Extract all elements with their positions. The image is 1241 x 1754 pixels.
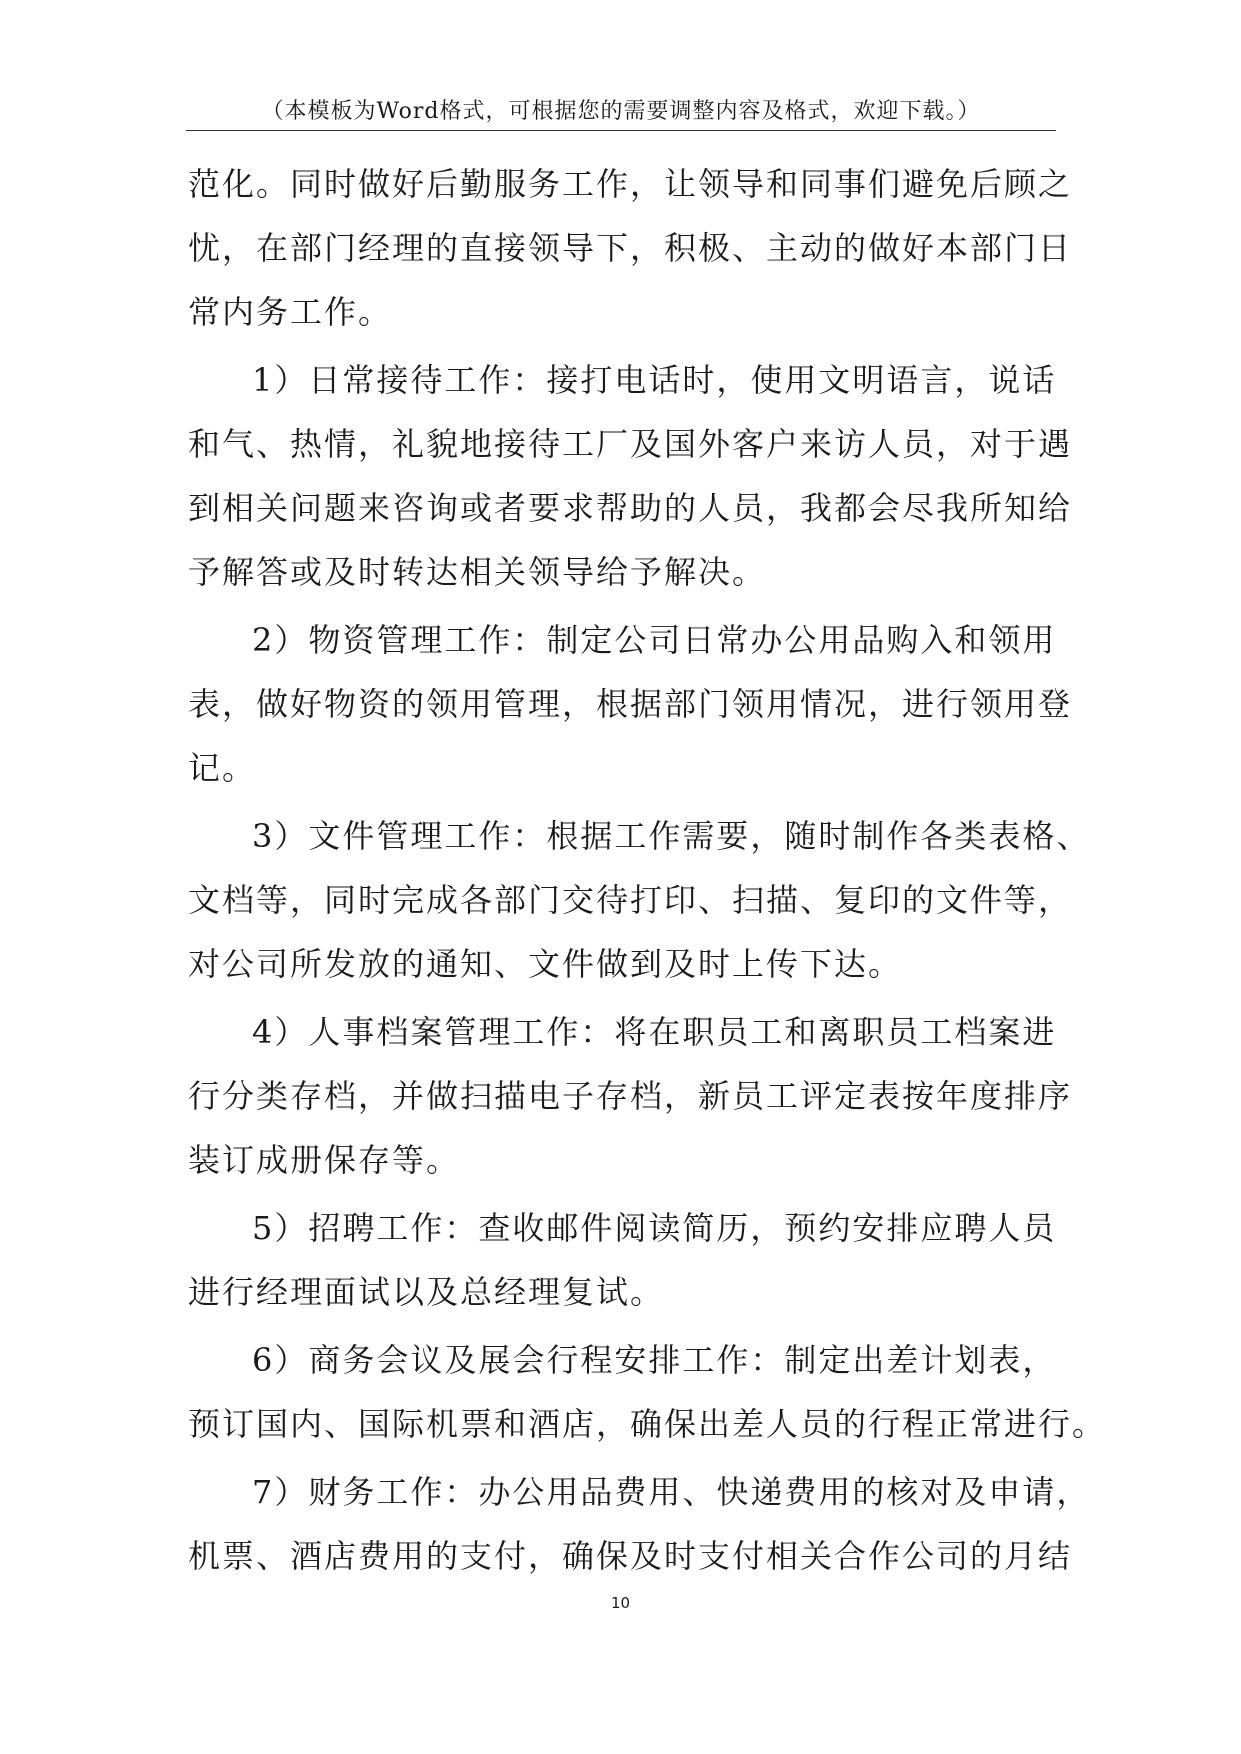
text-line: 4）人事档案管理工作：将在职员工和离职员工档案进 <box>252 1013 1057 1051</box>
text-line: 行分类存档，并做扫描电子存档，新员工评定表按年度排序 <box>188 1077 1073 1115</box>
paragraph <box>188 152 1073 344</box>
text-line: 常内务工作。 <box>188 293 393 331</box>
text-line: 范化。同时做好后勤服务工作，让领导和同事们避免后顾之 <box>188 165 1073 203</box>
text-line: 进行经理面试以及总经理复试。 <box>188 1273 665 1311</box>
text-line: 5）招聘工作：查收邮件阅读简历，预约安排应聘人员 <box>252 1209 1057 1247</box>
text-line: 预订国内、国际机票和酒店，确保出差人员的行程正常进行。 <box>188 1405 1107 1443</box>
paragraph <box>188 348 1073 604</box>
paragraph <box>188 804 1091 996</box>
text-line: 文档等，同时完成各部门交待打印、扫描、复印的文件等， <box>188 881 1073 919</box>
text-line: 到相关问题来咨询或者要求帮助的人员，我都会尽我所知给 <box>188 489 1073 527</box>
text-line: 表，做好物资的领用管理，根据部门领用情况，进行领用登 <box>188 685 1073 723</box>
text-line: 3）文件管理工作：根据工作需要，随时制作各类表格、 <box>252 817 1091 855</box>
text-line: 装订成册保存等。 <box>188 1141 461 1179</box>
text-line: 记。 <box>188 749 257 787</box>
text-line: 机票、酒店费用的支付，确保及时支付相关合作公司的月结 <box>188 1537 1073 1575</box>
text-line: 对公司所发放的通知、文件做到及时上传下达。 <box>188 945 903 983</box>
paragraph <box>188 1000 1073 1192</box>
text-line: 忧，在部门经理的直接领导下，积极、主动的做好本部门日 <box>188 229 1073 267</box>
text-line: 和气、热情，礼貌地接待工厂及国外客户来访人员，对于遇 <box>188 425 1073 463</box>
paragraph <box>188 608 1073 800</box>
paragraph <box>188 1196 1068 1324</box>
page-number: 10 <box>610 1594 631 1612</box>
template-note-header: （本模板为Word格式，可根据您的需要调整内容及格式，欢迎下载。） <box>261 99 981 124</box>
paragraph <box>188 1328 1107 1456</box>
text-line: 6）商务会议及展会行程安排工作：制定出差计划表， <box>252 1341 1057 1379</box>
header-divider <box>186 130 1056 131</box>
text-line: 2）物资管理工作：制定公司日常办公用品购入和领用 <box>252 621 1057 659</box>
text-line: 7）财务工作：办公用品费用、快递费用的核对及申请， <box>252 1473 1091 1511</box>
text-line: 予解答或及时转达相关领导给予解决。 <box>188 553 767 591</box>
paragraph <box>188 1460 1091 1588</box>
text-line: 1）日常接待工作：接打电话时，使用文明语言，说话 <box>252 361 1057 399</box>
document-body <box>188 152 1107 1588</box>
